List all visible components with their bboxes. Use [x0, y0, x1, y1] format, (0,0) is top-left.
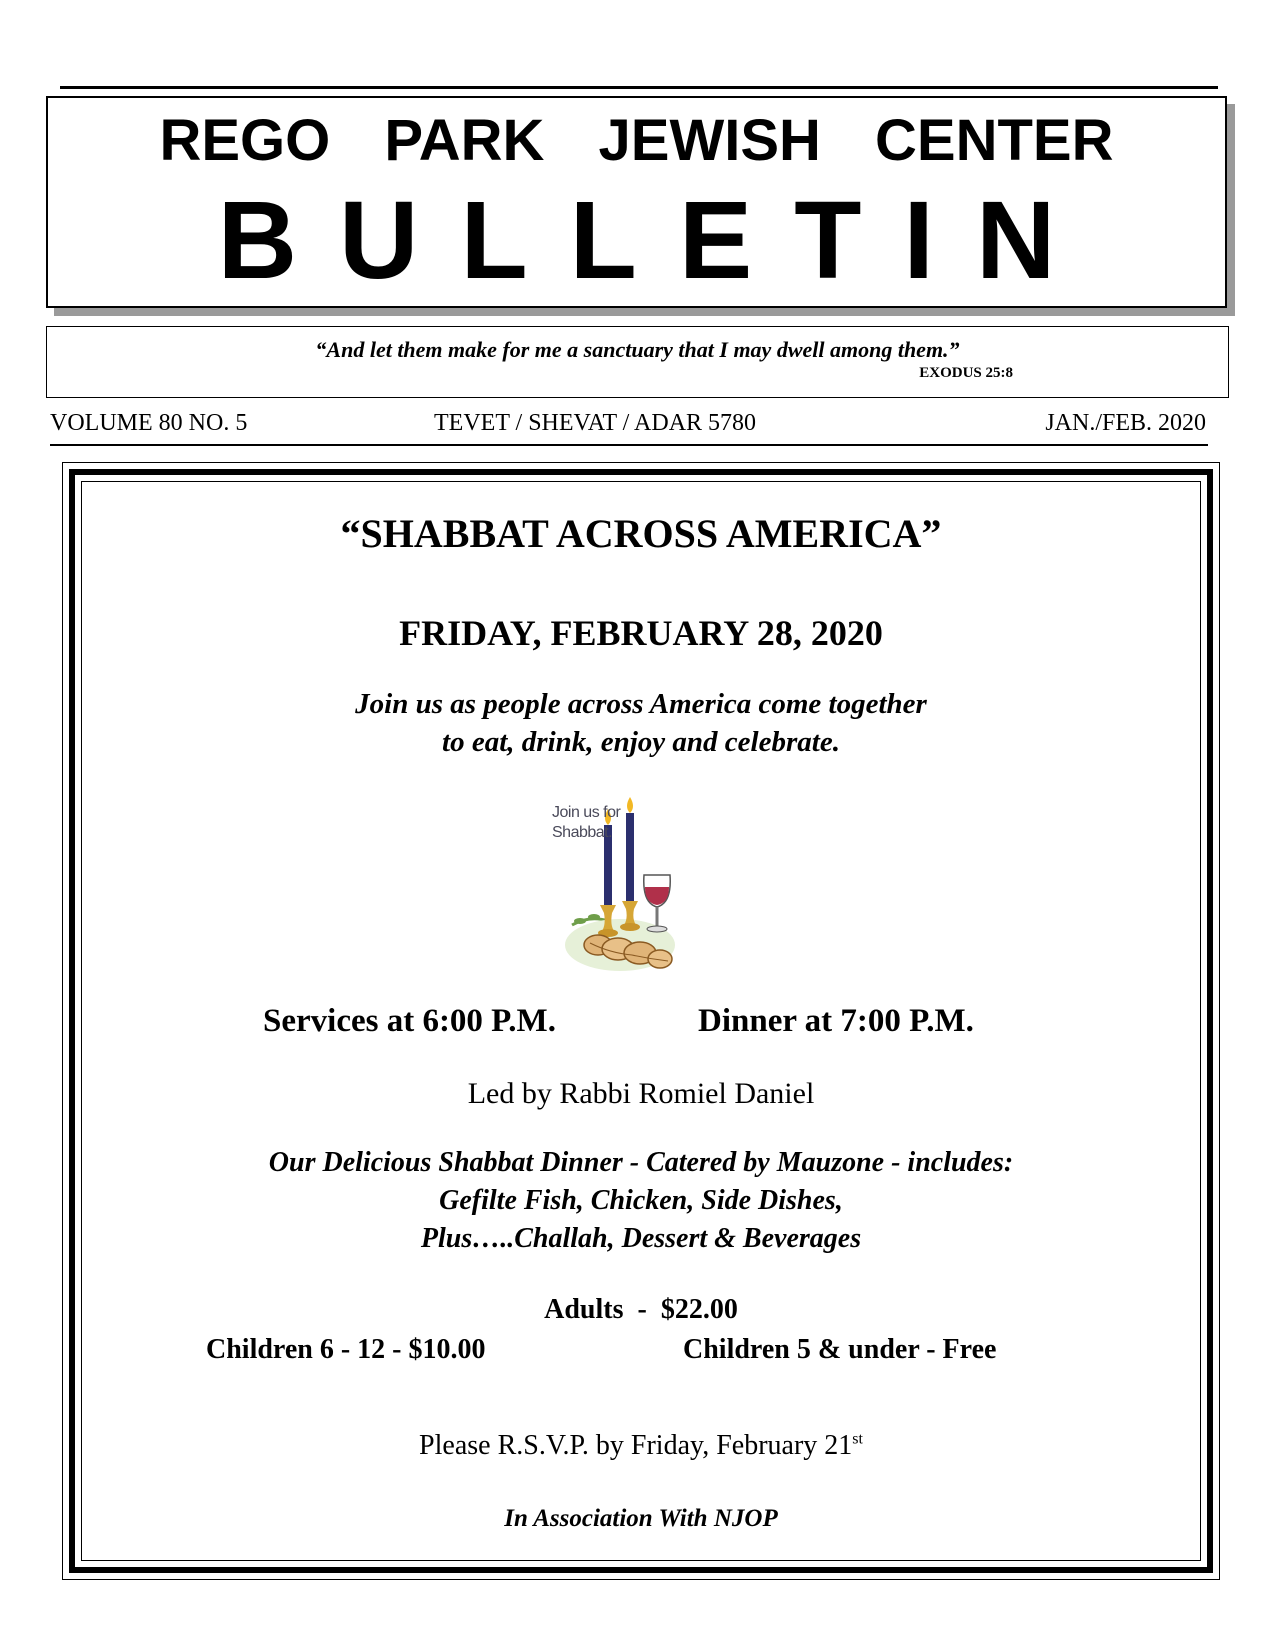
- dinner-time: Dinner at 7:00 P.M.: [698, 1003, 974, 1039]
- rsvp-text: Please R.S.V.P. by Friday, February 21: [419, 1430, 853, 1461]
- issue-line: [50, 410, 1206, 440]
- issue-volume: VOLUME 80 NO. 5: [50, 410, 248, 436]
- masthead: [46, 96, 1227, 308]
- invite-line-1: Join us as people across America come together: [355, 688, 927, 720]
- price-children-5-under: Children 5 & under - Free: [683, 1334, 997, 1365]
- issue-rule: [50, 444, 1208, 446]
- event-invite: [81, 685, 1201, 761]
- led-by: Led by Rabbi Romiel Daniel: [467, 1077, 815, 1110]
- services-time: Services at 6:00 P.M.: [263, 1003, 556, 1039]
- top-rule: [60, 86, 1218, 89]
- event-title: “SHABBAT ACROSS AMERICA”: [340, 511, 942, 556]
- shabbat-illustration: [550, 795, 710, 975]
- rsvp-suffix: st: [852, 1430, 863, 1448]
- association: In Association With NJOP: [504, 1505, 778, 1532]
- illustration-caption: [552, 803, 620, 843]
- menu-line-2: Gefilte Fish, Chicken, Side Dishes,: [439, 1185, 843, 1216]
- dinner-menu: [81, 1144, 1201, 1258]
- event-date: FRIDAY, FEBRUARY 28, 2020: [399, 613, 883, 653]
- rsvp-line: [81, 1430, 1201, 1462]
- price-adults: Adults - $22.00: [544, 1294, 738, 1325]
- quote-text: “And let them make for me a sanctuary that I may dwell among them.”: [315, 337, 960, 362]
- issue-hebrew-months: TEVET / SHEVAT / ADAR 5780: [434, 410, 757, 436]
- issue-date: JAN./FEB. 2020: [1045, 410, 1206, 436]
- menu-line-1: Our Delicious Shabbat Dinner - Catered by Mauzone - includes:: [268, 1147, 1014, 1178]
- quote-box: [46, 326, 1229, 398]
- quote-source: EXODUS 25:8: [919, 365, 1013, 381]
- menu-line-3: Plus…..Challah, Dessert & Beverages: [420, 1223, 862, 1254]
- org-name: REGO PARK JEWISH CENTER: [159, 108, 1114, 173]
- invite-line-2: to eat, drink, enjoy and celebrate.: [442, 726, 840, 758]
- illustration-line-1: Join us for: [552, 804, 621, 821]
- illustration-line-2: Shabbat.: [552, 824, 613, 841]
- bulletin-title: BULLETIN: [217, 179, 1098, 302]
- price-children-6-12: Children 6 - 12 - $10.00: [206, 1334, 486, 1365]
